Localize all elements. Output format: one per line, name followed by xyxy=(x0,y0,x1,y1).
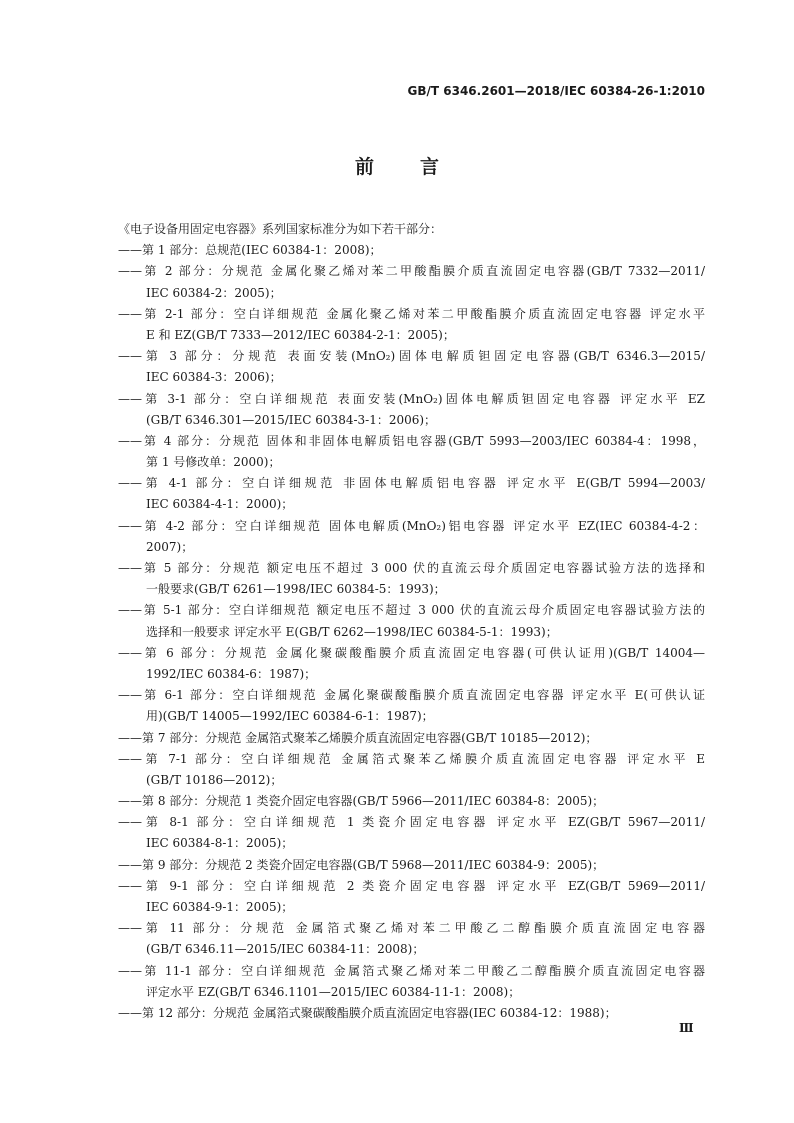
list-item xyxy=(118,516,705,558)
part-continuation-line: 评定水平 EZ(GB/T 6346.1101—2015/IEC 60384-11-1：2008)； xyxy=(146,984,521,999)
list-item xyxy=(118,961,705,1003)
part-line: ——第 5 部分：分规范 额定电压不超过 3 000 伏的直流云母介质固定电容器试验方法的选择和 xyxy=(118,561,705,575)
part-line: ——第 7-1 部分：空白详细规范 金属箔式聚苯乙烯膜介质直流固定电容器 评定水平 E xyxy=(118,751,705,766)
list-item xyxy=(118,600,705,642)
part-continuation-line: (GB/T 6346.11—2015/IEC 60384-11：2008)； xyxy=(146,942,425,957)
part-line: ——第 12 部分：分规范 金属箔式聚碳酸酯膜介质直流固定电容器(IEC 60384-12：1988)； xyxy=(118,1005,617,1020)
part-line: ——第 6 部分：分规范 金属化聚碳酸酯膜介质直流固定电容器(可供认证用)(GB/T 14004— xyxy=(118,645,705,660)
list-item xyxy=(118,1003,705,1024)
part-line: ——第 1 部分：总规范(IEC 60384-1：2008)； xyxy=(118,243,382,258)
list-item xyxy=(118,431,705,473)
part-continuation-line: 1992/IEC 60384-6：1987)； xyxy=(146,666,317,681)
part-line: ——第 6-1 部分：空白详细规范 金属化聚碳酸酯膜介质直流固定电容器 评定水平 E(可供认证 xyxy=(118,688,705,703)
part-continuation-line: IEC 60384-2：2005)； xyxy=(146,285,282,300)
part-continuation-line: IEC 60384-9-1：2005)； xyxy=(146,900,294,914)
list-item xyxy=(118,304,705,346)
list-item xyxy=(118,728,705,749)
standard-number-header: GB/T 6346.2601—2018/IEC 60384-26-1:2010 xyxy=(407,84,705,98)
part-continuation-line: 2007)； xyxy=(146,539,194,554)
part-line: ——第 11-1 部分：空白详细规范 金属箔式聚乙烯对苯二甲酸乙二醇酯膜介质直流固定电容器 xyxy=(118,963,705,978)
part-line: ——第 4 部分：分规范 固体和非固体电解质铝电容器(GB/T 5993—2003/IEC 60384-4：1998， xyxy=(118,433,705,448)
part-line: ——第 8 部分：分规范 1 类瓷介固定电容器(GB/T 5966—2011/IEC 60384-8：2005)； xyxy=(118,794,605,809)
list-item xyxy=(118,791,705,812)
part-line: ——第 5-1 部分：空白详细规范 额定电压不超过 3 000 伏的直流云母介质固定电容器试验方法的 xyxy=(118,603,705,618)
list-item xyxy=(118,876,705,918)
part-line: ——第 2 部分：分规范 金属化聚乙烯对苯二甲酸酯膜介质直流固定电容器(GB/T 7332—2011/ xyxy=(118,264,705,279)
parts-list xyxy=(118,240,705,1024)
page-number: Ⅲ xyxy=(679,1021,694,1035)
list-item xyxy=(118,346,705,388)
part-line: ——第 8-1 部分：空白详细规范 1 类瓷介固定电容器 评定水平 EZ(GB/T 5967—2011/ xyxy=(118,815,705,830)
list-item xyxy=(118,855,705,876)
part-line: ——第 9 部分：分规范 2 类瓷介固定电容器(GB/T 5968—2011/IEC 60384-9：2005)； xyxy=(118,857,605,872)
list-item xyxy=(118,261,705,303)
list-item xyxy=(118,389,705,431)
list-item xyxy=(118,558,705,600)
part-line: ——第 9-1 部分：空白详细规范 2 类瓷介固定电容器 评定水平 EZ(GB/T 5969—2011/ xyxy=(118,878,705,893)
list-item xyxy=(118,643,705,685)
intro-paragraph: 《电子设备用固定电容器》系列国家标准分为如下若干部分： xyxy=(118,222,443,236)
page-title: 前言 xyxy=(354,156,485,178)
list-item xyxy=(118,749,705,791)
part-continuation-line: E 和 EZ(GB/T 7333—2012/IEC 60384-2-1：2005)； xyxy=(146,327,455,342)
foreword-body xyxy=(118,219,705,1024)
part-line: ——第 4-1 部分：空白详细规范 非固体电解质铝电容器 评定水平 E(GB/T 5994—2003/ xyxy=(118,476,705,491)
part-continuation-line: IEC 60384-8-1：2005)； xyxy=(146,836,294,851)
part-continuation-line: 用)(GB/T 14005—1992/IEC 60384-6-1：1987)； xyxy=(146,709,434,724)
part-line: ——第 11 部分：分规范 金属箔式聚乙烯对苯二甲酸乙二醇酯膜介质直流固定电容器 xyxy=(118,921,705,936)
part-continuation-line: 一般要求(GB/T 6261—1998/IEC 60384-5：1993)； xyxy=(146,582,446,597)
list-item xyxy=(118,240,705,261)
part-continuation-line: IEC 60384-4-1：2000)； xyxy=(146,497,294,512)
part-continuation-line: (GB/T 6346.301—2015/IEC 60384-3-1：2006)； xyxy=(146,412,437,427)
part-line: ——第 3 部分：分规范 表面安装(MnO₂)固体电解质钽固定电容器(GB/T 6346.3—2015/ xyxy=(118,349,705,364)
part-line: ——第 3-1 部分：空白详细规范 表面安装(MnO₂)固体电解质钽固定电容器 评定水平 EZ xyxy=(118,391,705,406)
part-line: ——第 2-1 部分：空白详细规范 金属化聚乙烯对苯二甲酸酯膜介质直流固定电容器 评定水平 xyxy=(118,306,705,321)
part-continuation-line: 选择和一般要求 评定水平 E(GB/T 6262—1998/IEC 60384-5-1：1993)； xyxy=(146,624,558,639)
part-continuation-line: IEC 60384-3：2006)； xyxy=(146,370,282,385)
list-item xyxy=(118,918,705,960)
part-continuation-line: (GB/T 10186—2012)； xyxy=(146,772,283,787)
list-item xyxy=(118,685,705,727)
part-continuation-line: 第 1 号修改单：2000)； xyxy=(146,455,281,470)
list-item xyxy=(118,473,705,515)
part-line: ——第 7 部分：分规范 金属箔式聚苯乙烯膜介质直流固定电容器(GB/T 10185—2012)； xyxy=(118,730,598,745)
list-item xyxy=(118,812,705,854)
part-line: ——第 4-2 部分：空白详细规范 固体电解质(MnO₂)铝电容器 评定水平 EZ(IEC 60384-4-2： xyxy=(118,518,705,533)
